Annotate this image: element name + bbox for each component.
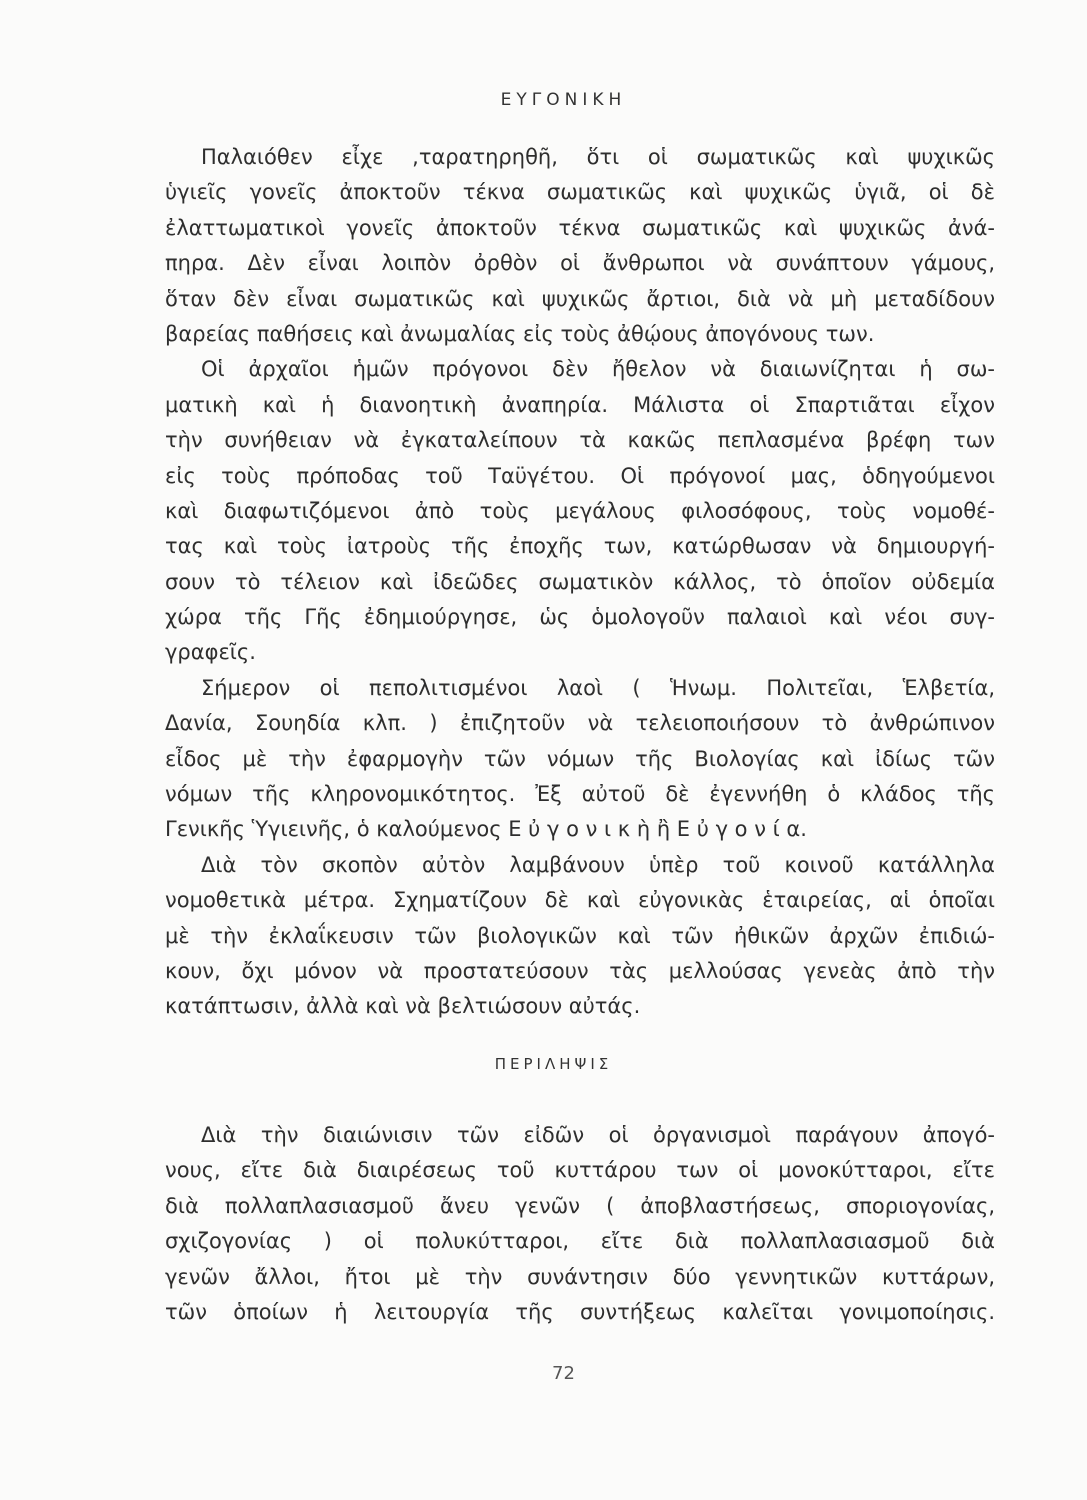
summary-text-block — [165, 1118, 995, 1330]
text-line: κουν, ὄχι μόνον νὰ προστατεύσουν τὰς μελλούσας γενεὰς ἀπὸ τὴν — [165, 958, 995, 983]
text-line: γραφεῖς. — [165, 640, 256, 665]
text-line: εἶδος μὲ τὴν ἐφαρμογὴν τῶν νόμων τῆς Βιολογίας καὶ ἰδίως τῶν — [165, 746, 995, 771]
text-line: γενῶν ἄλλοι, ἤτοι μὲ τὴν συνάντησιν δύο γεννητικῶν κυττάρων, — [165, 1264, 995, 1289]
text-line: χώρα τῆς Γῆς ἐδημιούργησε, ὡς ὁμολογοῦν παλαιοὶ καὶ νέοι συγ- — [165, 605, 995, 630]
text-line: Διὰ τὴν διαιώνισιν τῶν εἰδῶν οἱ ὀργανισμοὶ παράγουν ἀπογό- — [201, 1123, 995, 1147]
text-line: σουν τὸ τέλειον καὶ ἰδεῶδες σωματικὸν κάλλος, τὸ ὁποῖον οὐδεμία — [165, 569, 995, 594]
text-line: Δανία, Σουηδία κλπ. ) ἐπιζητοῦν νὰ τελειοποιήσουν τὸ ἀνθρώπινον — [165, 711, 995, 736]
text-line: Σήμερον οἱ πεπολιτισμένοι λαοὶ ( Ἡνωμ. Πολιτεῖαι, Ἑλβετία, — [201, 675, 995, 700]
text-line: εἰς τοὺς πρόποδας τοῦ Ταϋγέτου. Οἱ πρόγονοί μας, ὁδηγούμενοι — [165, 463, 995, 488]
text-line: πηρα. Δὲν εἶναι λοιπὸν ὀρθὸν οἱ ἄνθρωποι νὰ συνάπτουν γάμους, — [165, 251, 995, 276]
text-line: τας καὶ τοὺς ἰατροὺς τῆς ἐποχῆς των, κατώρθωσαν νὰ δημιουργή- — [165, 534, 995, 559]
text-line: τὴν συνήθειαν νὰ ἐγκαταλείπουν τὰ κακῶς πεπλασμένα βρέφη των — [165, 428, 995, 453]
text-line: βαρείας παθήσεις καὶ ἀνωμαλίας εἰς τοὺς ἀθῴους ἀπογόνους των. — [165, 321, 875, 346]
text-line: διὰ πολλαπλασιασμοῦ ἄνευ γενῶν ( ἀποβλαστήσεως, σποριογονίας, — [165, 1193, 995, 1218]
chapter-title: ΕΥΓΟΝΙΚΗ — [500, 90, 627, 110]
text-line: νους, εἴτε διὰ διαιρέσεως τοῦ κυττάρου των οἱ μονοκύτταροι, εἴτε — [165, 1158, 995, 1183]
text-line: ἐλαττωματικοὶ γονεῖς ἀποκτοῦν τέκνα σωματικῶς καὶ ψυχικῶς ἀνά- — [165, 215, 995, 240]
text-line: μὲ τὴν ἐκλαΐκευσιν τῶν βιολογικῶν καὶ τῶν ἠθικῶν ἀρχῶν ἐπιδιώ- — [165, 923, 995, 948]
text-line: ὅταν δὲν εἶναι σωματικῶς καὶ ψυχικῶς ἄρτιοι, διὰ νὰ μὴ μεταδίδουν — [165, 286, 995, 311]
text-line: νόμων τῆς κληρονομικότητος. Ἐξ αὐτοῦ δὲ ἐγεννήθη ὁ κλάδος τῆς — [165, 782, 995, 807]
text-line: Διὰ τὸν σκοπὸν αὐτὸν λαμβάνουν ὑπὲρ τοῦ κοινοῦ κατάλληλα — [201, 852, 995, 877]
text-line: Παλαιόθεν εἶχε ,ταρατηρηθῆ, ὅτι οἱ σωματικῶς καὶ ψυχικῶς — [201, 145, 995, 169]
text-line: νομοθετικὰ μέτρα. Σχηματίζουν δὲ καὶ εὐγονικὰς ἑταιρείας, αἱ ὁποῖαι — [165, 888, 995, 913]
text-line: τῶν ὁποίων ἡ λειτουργία τῆς συντήξεως καλεῖται γονιμοποίησις. — [165, 1299, 995, 1324]
page-number: 72 — [552, 1363, 575, 1384]
text-line: ὑγιεῖς γονεῖς ἀποκτοῦν τέκνα σωματικῶς καὶ ψυχικῶς ὑγιᾶ, οἱ δὲ — [165, 180, 995, 205]
text-line: καὶ διαφωτιζόμενοι ἀπὸ τοὺς μεγάλους φιλοσόφους, τοὺς νομοθέ- — [165, 498, 995, 523]
text-line: ματικὴ καὶ ἡ διανοητικὴ ἀναπηρία. Μάλιστα οἱ Σπαρτιᾶται εἶχον — [165, 392, 995, 417]
summary-heading: ΠΕΡΙΛΗΨΙΣ — [494, 1055, 613, 1073]
text-line: Γενικῆς Ὑγιεινῆς, ὁ καλούμενος Ε ὐ γ ο ν ι κ ὴ ἢ Ε ὐ γ ο ν ί α. — [165, 817, 807, 842]
text-line: κατάπτωσιν, ἀλλὰ καὶ νὰ βελτιώσουν αὐτάς. — [165, 994, 641, 1019]
text-line: Οἱ ἀρχαῖοι ἡμῶν πρόγονοι δὲν ἤθελον νὰ διαιωνίζηται ἡ σω- — [201, 357, 995, 382]
text-line: σχιζογονίας ) οἱ πολυκύτταροι, εἴτε διὰ πολλαπλασιασμοῦ διὰ — [165, 1229, 995, 1254]
eugenics-text-block — [165, 140, 995, 1025]
